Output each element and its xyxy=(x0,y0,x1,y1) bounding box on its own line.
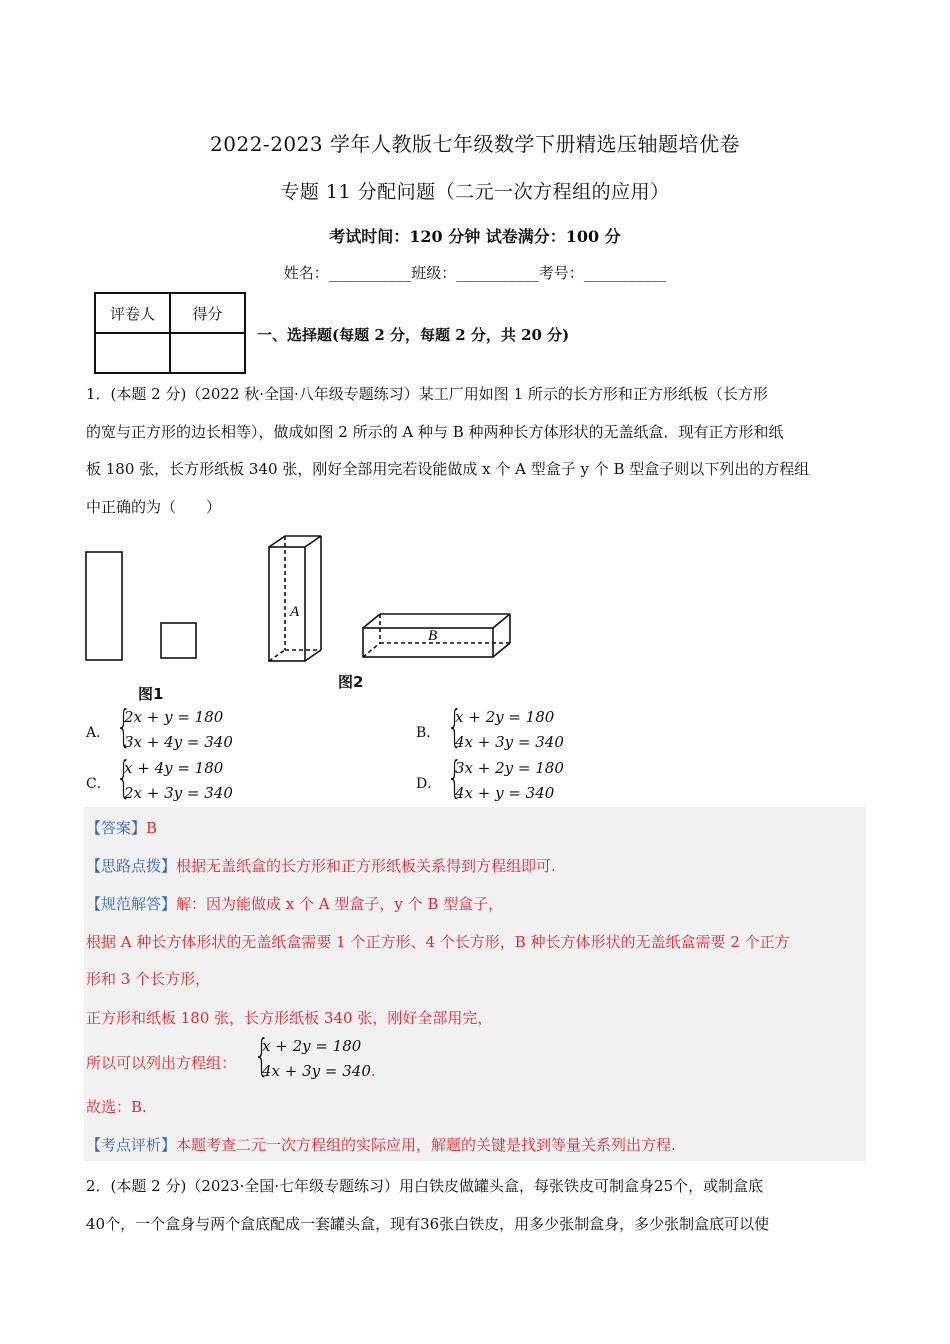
answer-value: B xyxy=(146,819,158,837)
question-1-line: 板 180 张，长方形纸板 340 张，刚好全部用完若设能做成 x 个 A 型盒子 y 个 B 型盒子则以下列出的方程组 xyxy=(86,460,810,478)
review-text: 本题考查二元一次方程组的实际应用，解题的关键是找到等量关系列出方程. xyxy=(176,1136,676,1154)
solution-line-4: 正方形和纸板 180 张，长方形纸板 340 张，刚好全部用完， xyxy=(86,1009,493,1027)
option-a-letter[interactable]: A． xyxy=(86,725,111,741)
option-a-equations xyxy=(124,705,233,755)
option-b-brace: { xyxy=(447,701,463,752)
score-table-cell-grader xyxy=(95,333,170,373)
question-2-line: 40个，一个盒身与两个盒底配成一套罐头盒，现有36张白铁皮，用多少张制盒身，多少张制盒底可以使 xyxy=(86,1214,770,1233)
solution-line-3: 形和 3 个长方形， xyxy=(86,970,211,988)
solution-line-2: 根据 A 种长方体形状的无盖纸盒需要 1 个正方形、4 个长方形，B 种长方体形状的无盖纸盒需要 2 个正方 xyxy=(86,933,790,951)
box-a-label: A xyxy=(290,604,300,620)
option-a-brace: { xyxy=(116,701,132,752)
hint-tag: 【思路点拨】 xyxy=(86,857,177,875)
figure-1-square xyxy=(161,623,196,658)
question-1-figures xyxy=(80,530,520,700)
figure-1-rectangle xyxy=(86,552,122,660)
solution-system-brace: { xyxy=(254,1030,270,1081)
figure-2-box-a xyxy=(269,536,321,661)
solution-tag: 【规范解答】 xyxy=(86,895,177,913)
option-c-brace: { xyxy=(116,752,132,803)
student-info-line: 姓名：___________班级：___________考号：___________ xyxy=(283,264,667,282)
conclusion-line: 故选：B. xyxy=(86,1098,147,1116)
question-1-line: 1．(本题 2 分)（2022 秋·全国·八年级专题练习）某工厂用如图 1 所示的长方形和正方形纸板（长方形 xyxy=(86,385,768,403)
option-d-brace: { xyxy=(447,752,463,803)
question-1-line: 的宽与正方形的边长相等），做成如图 2 所示的 A 种与 B 种两种长方体形状的无盖纸盒．现有正方形和纸 xyxy=(86,422,784,441)
option-b-letter[interactable]: B． xyxy=(416,725,441,741)
option-b-equations xyxy=(455,705,564,755)
review-line xyxy=(86,1134,676,1155)
figure-2-label: 图2 xyxy=(338,673,364,691)
hint-line xyxy=(86,855,556,876)
question-2-text xyxy=(86,1168,866,1243)
question-1-line: 中正确的为（ ） xyxy=(86,497,222,516)
solution-system xyxy=(262,1034,376,1084)
question-1-text xyxy=(86,376,866,526)
option-b-eq2: 4x + 3y = 340 xyxy=(455,733,564,751)
option-b-eq1: x + 2y = 180 xyxy=(455,708,555,726)
score-table-cell-score xyxy=(170,333,245,373)
hint-text: 根据无盖纸盒的长方形和正方形纸板关系得到方程组即可. xyxy=(176,857,556,875)
option-d-equations xyxy=(455,756,564,806)
option-c-letter[interactable]: C． xyxy=(86,776,111,792)
option-c-equations xyxy=(124,756,233,806)
solution-line-5: 所以可以列出方程组： xyxy=(86,1054,237,1072)
solution-system-eq2-text: 4x + 3y = 340 xyxy=(262,1062,371,1080)
review-tag: 【考点评析】 xyxy=(86,1136,177,1154)
solution-system-period: . xyxy=(370,1062,376,1080)
box-b-label: B xyxy=(428,628,438,644)
score-table-header-grader: 评卷人 xyxy=(95,293,170,333)
option-d-eq1: 3x + 2y = 180 xyxy=(455,759,564,777)
exam-info: 考试时间：120 分钟 试卷满分：100 分 xyxy=(329,227,621,246)
solution-text-1: 解：因为能做成 x 个 A 型盒子，y 个 B 型盒子， xyxy=(176,895,504,913)
section-title: 一、选择题(每题 2 分，每题 2 分，共 20 分) xyxy=(257,326,570,344)
solution-system-eq2 xyxy=(262,1059,376,1084)
score-table xyxy=(94,292,246,374)
option-d-letter[interactable]: D． xyxy=(416,776,442,792)
option-d-eq2: 4x + y = 340 xyxy=(455,784,555,802)
question-2-line: 2．(本题 2 分)（2023·全国·七年级专题练习）用白铁皮做罐头盒，每张铁皮可制盒身25个，或制盒底 xyxy=(86,1177,764,1195)
figure-1-label: 图1 xyxy=(138,685,164,703)
option-c-eq1: x + 4y = 180 xyxy=(124,759,224,777)
answer-tag: 【答案】 xyxy=(86,819,147,837)
solution-system-eq1: x + 2y = 180 xyxy=(262,1037,362,1055)
document-subtitle: 专题 11 分配问题（二元一次方程组的应用） xyxy=(280,181,670,203)
option-c-eq2: 2x + 3y = 340 xyxy=(124,784,233,802)
solution-line-1 xyxy=(86,893,503,914)
answer-line xyxy=(86,817,157,838)
option-a-eq2: 3x + 4y = 340 xyxy=(124,733,233,751)
score-table-header-score: 得分 xyxy=(170,293,245,333)
option-a-eq1: 2x + y = 180 xyxy=(124,708,224,726)
document-title: 2022-2023 学年人教版七年级数学下册精选压轴题培优卷 xyxy=(210,132,740,156)
